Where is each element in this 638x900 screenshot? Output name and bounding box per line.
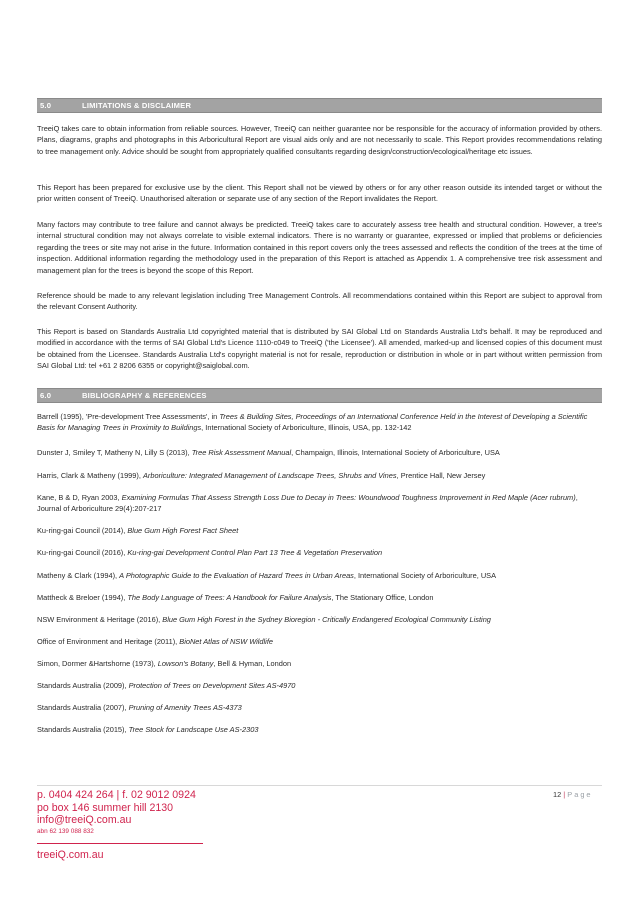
reference-item: Kane, B & D, Ryan 2003, Examining Formulas That Assess Strength Loss Due to Decay in Trees: Woundwood Toughness Improvement in Red Maple (Acer rubrum), Journal of Arboriculture 29(4):207-217 [37, 493, 578, 514]
footer-divider [37, 785, 602, 786]
paragraph: TreeiQ takes care to obtain information from reliable sources. However, TreeiQ can neither guarantee nor be responsible for the accuracy of information provided by others. Plans, diagrams, graphs and photographs in this Arboricultural Report are visual aids only and are not necessarily to scale. This Report provides recommendations relating to tree management only. Advice should be sought from appropriately qualified consultants regarding design/construction/ecological/heritage etc issues. [37, 124, 602, 156]
reference-item: Mattheck & Breloer (1994), The Body Language of Trees: A Handbook for Failure Analysis, The Stationary Office, London [37, 593, 434, 602]
footer-contact [37, 789, 196, 837]
reference-item: Dunster J, Smiley T, Matheny N, Lilly S (2013), Tree Risk Assessment Manual, Champaign, Illinois, International Society of Arboriculture, USA [37, 448, 500, 457]
page-number-value: 12 [553, 790, 562, 799]
page-number-separator: | [563, 790, 566, 799]
section-header-bibliography [37, 388, 602, 403]
reference-item: Barrell (1995), 'Pre-development Tree Assessments', in Trees & Building Sites, Proceedings of an International Conference Held in the Interest of Developing a Scientific Basis for Managing Trees in Proximity to Buildings, International Society of Arboriculture, Illinois, USA, pp. 132-142 [37, 412, 588, 433]
reference-item: Matheny & Clark (1994), A Photographic Guide to the Evaluation of Hazard Trees in Urban Areas, International Society of Arboriculture, USA [37, 571, 497, 580]
reference-item: Standards Australia (2009), Protection of Trees on Development Sites AS-4970 [37, 681, 296, 690]
reference-item: Office of Environment and Heritage (2011), BioNet Atlas of NSW Wildlife [37, 637, 273, 646]
reference-item: Ku-ring-gai Council (2016), Ku-ring-gai Development Control Plan Part 13 Tree & Vegetation Preservation [37, 548, 383, 557]
footer-po-box: po box 146 summer hill 2130 [37, 801, 174, 814]
reference-item: Simon, Dormer &Hartshorne (1973), Lowson's Botany, Bell & Hyman, London [37, 659, 292, 668]
footer-website[interactable]: treeiQ.com.au [37, 849, 104, 861]
reference-item: Standards Australia (2015), Tree Stock for Landscape Use AS-2303 [37, 725, 259, 734]
footer-accent-rule [37, 843, 203, 844]
section-title: LIMITATIONS & DISCLAIMER [82, 101, 192, 110]
footer-abn: abn 62 139 088 832 [37, 827, 94, 835]
section-header-limitations [37, 98, 602, 113]
footer-email[interactable]: info@treeiQ.com.au [37, 814, 132, 826]
section-title: BIBLIOGRAPHY & REFERENCES [82, 391, 207, 400]
reference-item: Standards Australia (2007), Pruning of Amenity Trees AS-4373 [37, 703, 242, 712]
reference-item: Ku-ring-gai Council (2014), Blue Gum High Forest Fact Sheet [37, 526, 239, 535]
reference-item: NSW Environment & Heritage (2016), Blue Gum High Forest in the Sydney Bioregion - Critically Endangered Ecological Community Listing [37, 615, 491, 624]
section-number: 6.0 [40, 391, 52, 400]
paragraph: This Report is based on Standards Australia Ltd copyrighted material that is distributed by SAI Global Ltd on Standards Australia Ltd's behalf. It may be reproduced and modified in accordance with the terms of SAI Global Ltd's Licence 1110-c049 to TreeiQ ('the Licensee'). All amended, marked-up and licensed copies of this document must be obtained from the Licensee. Standards Australia Ltd's copyright material is not for resale, reproduction or distribution in whole or in part without written permission from SAI Global Ltd: tel +61 2 8206 6355 or copyright@saiglobal.com. [37, 327, 602, 371]
paragraph: Many factors may contribute to tree failure and cannot always be predicted. TreeiQ takes care to accurately assess tree health and structural condition. However, a tree's internal structural condition may not always correlate to visible external indicators. There is no warranty or guarantee, expressed or implied that problems or deficiencies regarding the trees or site may not arise in the future. Information contained in this report covers only the trees assessed and reflects the condition of the trees at the time of inspection. Additional information regarding the methodology used in the preparation of this Report is attached as Appendix 1. A comprehensive tree risk assessment and management plan for the trees is beyond the scope of this Report. [37, 220, 602, 275]
page-number-label: Page [567, 790, 593, 799]
footer-phone: p. 0404 424 264 | f. 02 9012 0924 [37, 789, 196, 801]
page-number [553, 790, 593, 799]
reference-item: Harris, Clark & Matheny (1999), Arboriculture: Integrated Management of Landscape Trees, Shrubs and Vines, Prentice Hall, New Jersey [37, 471, 486, 480]
section-number: 5.0 [40, 101, 52, 110]
paragraph: Reference should be made to any relevant legislation including Tree Management Controls. All recommendations contained within this Report are subject to approval from the relevant Consent Authority. [37, 291, 602, 312]
paragraph: This Report has been prepared for exclusive use by the client. This Report shall not be viewed by others or for any other reason outside its intended target or without the prior written consent of TreeiQ. Unauthorised alteration or separate use of any section of the Report invalidates the Report. [37, 183, 602, 204]
